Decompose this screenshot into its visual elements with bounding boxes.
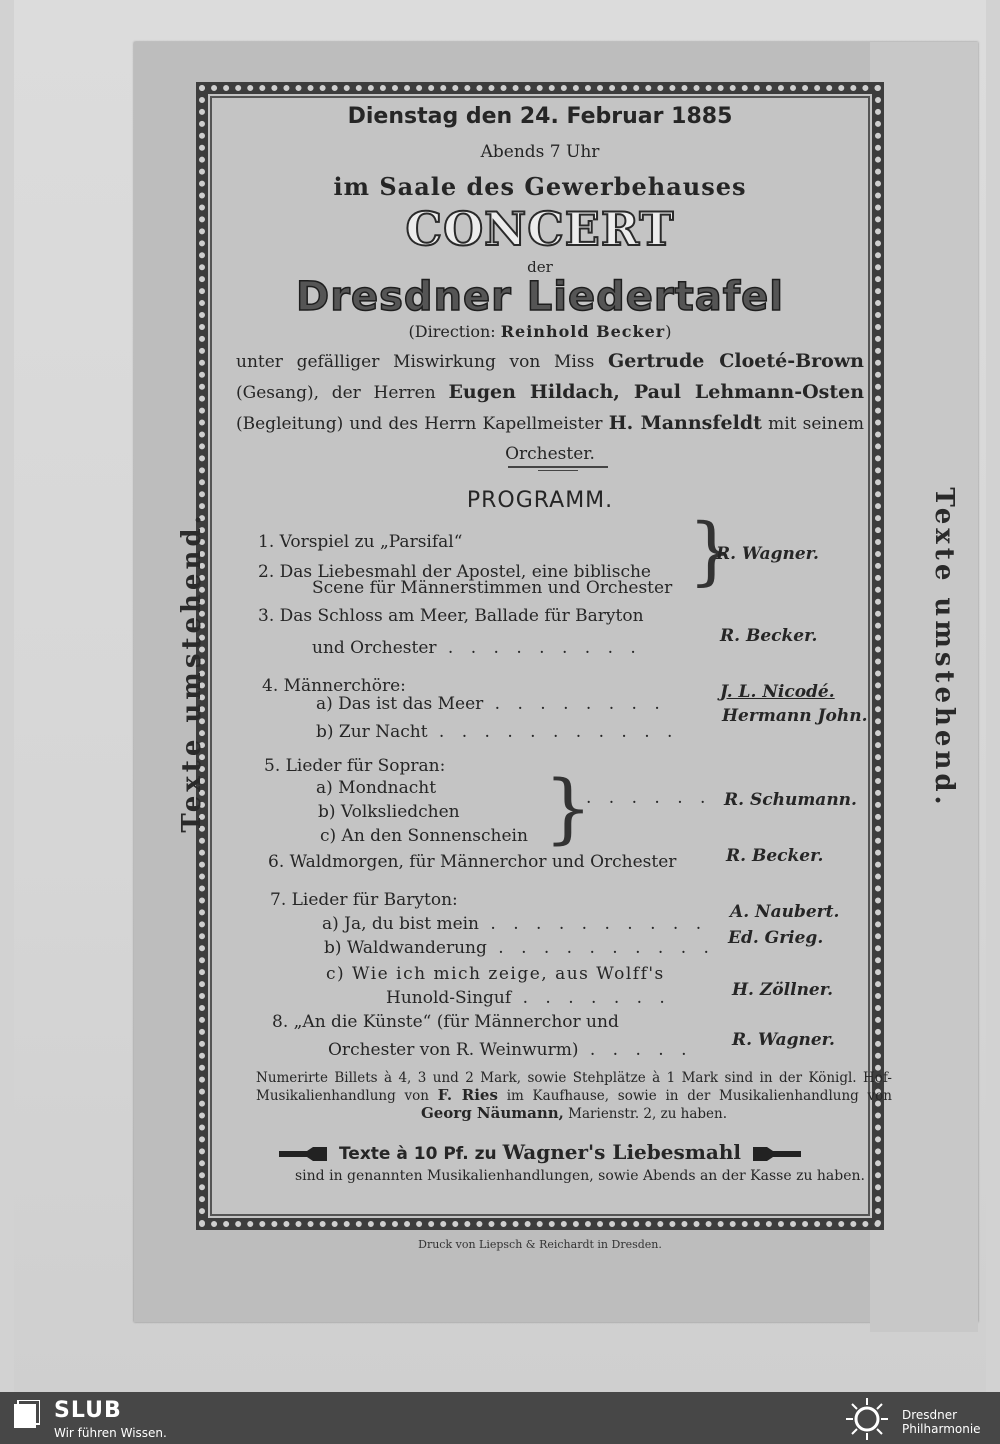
texte-availability: sind in genannten Musikalienhandlungen, sowie Abends an der Kasse zu haben.: [295, 1168, 865, 1184]
printer-credit: Druck von Liepsch & Reichardt in Dresden.: [418, 1238, 662, 1251]
texte-line: [196, 1140, 884, 1165]
society-name: Dresdner Liedertafel: [296, 274, 784, 320]
concert-time: Abends 7 Uhr: [480, 142, 600, 162]
texte-wagner-liebesmahl: Wagner's Liebesmahl: [502, 1140, 742, 1164]
divider-rule: [508, 466, 608, 468]
program-item-3b-text: und Orchester: [312, 638, 437, 658]
texte-text-1: Texte à 10 Pf. zu: [338, 1144, 497, 1164]
program-item-8a: 8. „An die Künste“ (für Männerchor und: [272, 1012, 619, 1032]
philharmonie-line-1: Dresdner: [902, 1408, 958, 1422]
program-item-7c-text: Hunold-Singuf: [386, 988, 512, 1008]
tickets-text-3: Marienstr. 2, zu haben.: [568, 1106, 728, 1122]
program-item-4b-text: b) Zur Nacht: [316, 722, 428, 742]
direction-prefix: (Direction:: [408, 322, 496, 341]
soloists-text-4: mit seinem Orchester.: [505, 414, 864, 464]
slub-tagline: Wir führen Wissen.: [54, 1426, 167, 1440]
programm-heading: PROGRAMM.: [466, 488, 614, 513]
composer-item-3: R. Becker.: [720, 626, 818, 646]
program-item-7b-text: b) Waldwanderung: [324, 938, 487, 958]
composer-item-4a: J. L. Nicodé.: [720, 682, 835, 702]
composer-item-5: R. Schumann.: [724, 790, 857, 810]
slub-name: SLUB: [54, 1398, 122, 1423]
composer-item-7a: A. Naubert.: [730, 902, 840, 922]
program-item-7b: b) Waldwanderung . . . . . . . . . .: [324, 938, 715, 958]
program-item-8b: Orchester von R. Weinwurm) . . . . .: [328, 1040, 693, 1060]
program-item-8b-text: Orchester von R. Weinwurm): [328, 1040, 579, 1060]
side-text-right: Texte umstehend.: [929, 487, 959, 809]
program-item-7c-line2: Hunold-Singuf . . . . . . .: [386, 988, 671, 1008]
conductor-mannsfeldt: H. Mannsfeldt: [608, 412, 762, 434]
tickets-text-1: Numerirte Billets à 4, 3 und 2 Mark, sowie Stehplätze à 1 Mark sind in der Königl. Hof-Musikalienhandlung von: [256, 1070, 892, 1104]
philharmonie-line-2: Philharmonie: [902, 1422, 981, 1436]
program-item-7: 7. Lieder für Baryton:: [270, 890, 458, 910]
soloist-gertrude: Gertrude Cloeté-Brown: [608, 350, 864, 372]
program-item-2b: Scene für Männerstimmen und Orchester: [312, 578, 673, 598]
tickets-shop-ries: F. Ries: [437, 1086, 498, 1104]
soloists-text-1: unter gefälliger Miswirkung von Miss: [236, 352, 595, 372]
program-item-4b: b) Zur Nacht . . . . . . . . . . .: [316, 722, 679, 742]
program-item-3a: 3. Das Schloss am Meer, Ballade für Baryton: [258, 606, 644, 626]
program-item-5b: b) Volksliedchen: [318, 802, 460, 822]
program-item-5c: c) An den Sonnenschein: [320, 826, 528, 846]
direction-line: [196, 322, 884, 341]
philharmonie-sunburst-icon: [842, 1396, 892, 1442]
program-item-5: 5. Lieder für Sopran:: [264, 756, 446, 776]
venue: im Saale des Gewerbehauses: [333, 172, 747, 201]
composer-item-7b: Ed. Grieg.: [728, 928, 824, 948]
program-item-7a: a) Ja, du bist mein . . . . . . . . . .: [322, 914, 708, 934]
poster-title: CONCERT: [405, 202, 675, 256]
direction-suffix: ): [665, 322, 672, 341]
soloists-text-2: (Gesang), der Herren: [236, 383, 436, 403]
brace-items-1-2: }: [688, 508, 736, 594]
program-item-4a: a) Das ist das Meer . . . . . . . .: [316, 694, 666, 714]
pointing-hand-left-icon: [277, 1143, 333, 1165]
program-item-1: 1. Vorspiel zu „Parsifal“: [258, 532, 463, 552]
tickets-paragraph: [256, 1070, 892, 1123]
program-item-5-dots: . . . . . .: [586, 788, 712, 808]
program-item-3b: und Orchester . . . . . . . . .: [312, 638, 642, 658]
program-item-7a-text: a) Ja, du bist mein: [322, 914, 480, 934]
composer-item-4b: Hermann John.: [722, 706, 868, 726]
philharmonie-name: [902, 1408, 981, 1436]
soloists-text-3: (Begleitung) und des Herrn Kapellmeister: [236, 414, 603, 434]
program-item-2a: 2. Das Liebesmahl der Apostel, eine biblische: [258, 562, 651, 582]
program-item-6: 6. Waldmorgen, für Männerchor und Orchester: [268, 852, 677, 872]
soloists-hildach-lehmann: Eugen Hildach, Paul Lehmann-Osten: [448, 381, 865, 403]
composer-items-1-2: R. Wagner.: [716, 544, 819, 564]
pointing-hand-right-icon: [747, 1143, 803, 1165]
tickets-text-2: im Kaufhause, sowie in der Musikalienhandlung von: [506, 1088, 893, 1104]
tickets-shop-naumann: Georg Näumann,: [420, 1104, 564, 1122]
director-name: Reinhold Becker: [500, 322, 666, 341]
article-der: der: [527, 258, 553, 276]
side-text-left: Texte umstehend.: [177, 511, 207, 833]
program-item-5a: a) Mondnacht: [316, 778, 437, 798]
slub-logo-icon: [14, 1400, 40, 1430]
composer-item-8: R. Wagner.: [732, 1030, 835, 1050]
program-item-7c-line1: c) Wie ich mich zeige, aus Wolff's: [326, 964, 665, 984]
composer-item-7c: H. Zöllner.: [732, 980, 834, 1000]
brace-item-5: }: [544, 763, 593, 852]
concert-date: Dienstag den 24. Februar 1885: [347, 104, 733, 129]
soloists-paragraph: [236, 346, 864, 469]
program-item-4: 4. Männerchöre:: [262, 676, 406, 696]
program-item-4a-text: a) Das ist das Meer: [316, 694, 484, 714]
composer-item-6: R. Becker.: [726, 846, 824, 866]
poster-sheet-right-edge: [870, 42, 978, 1332]
